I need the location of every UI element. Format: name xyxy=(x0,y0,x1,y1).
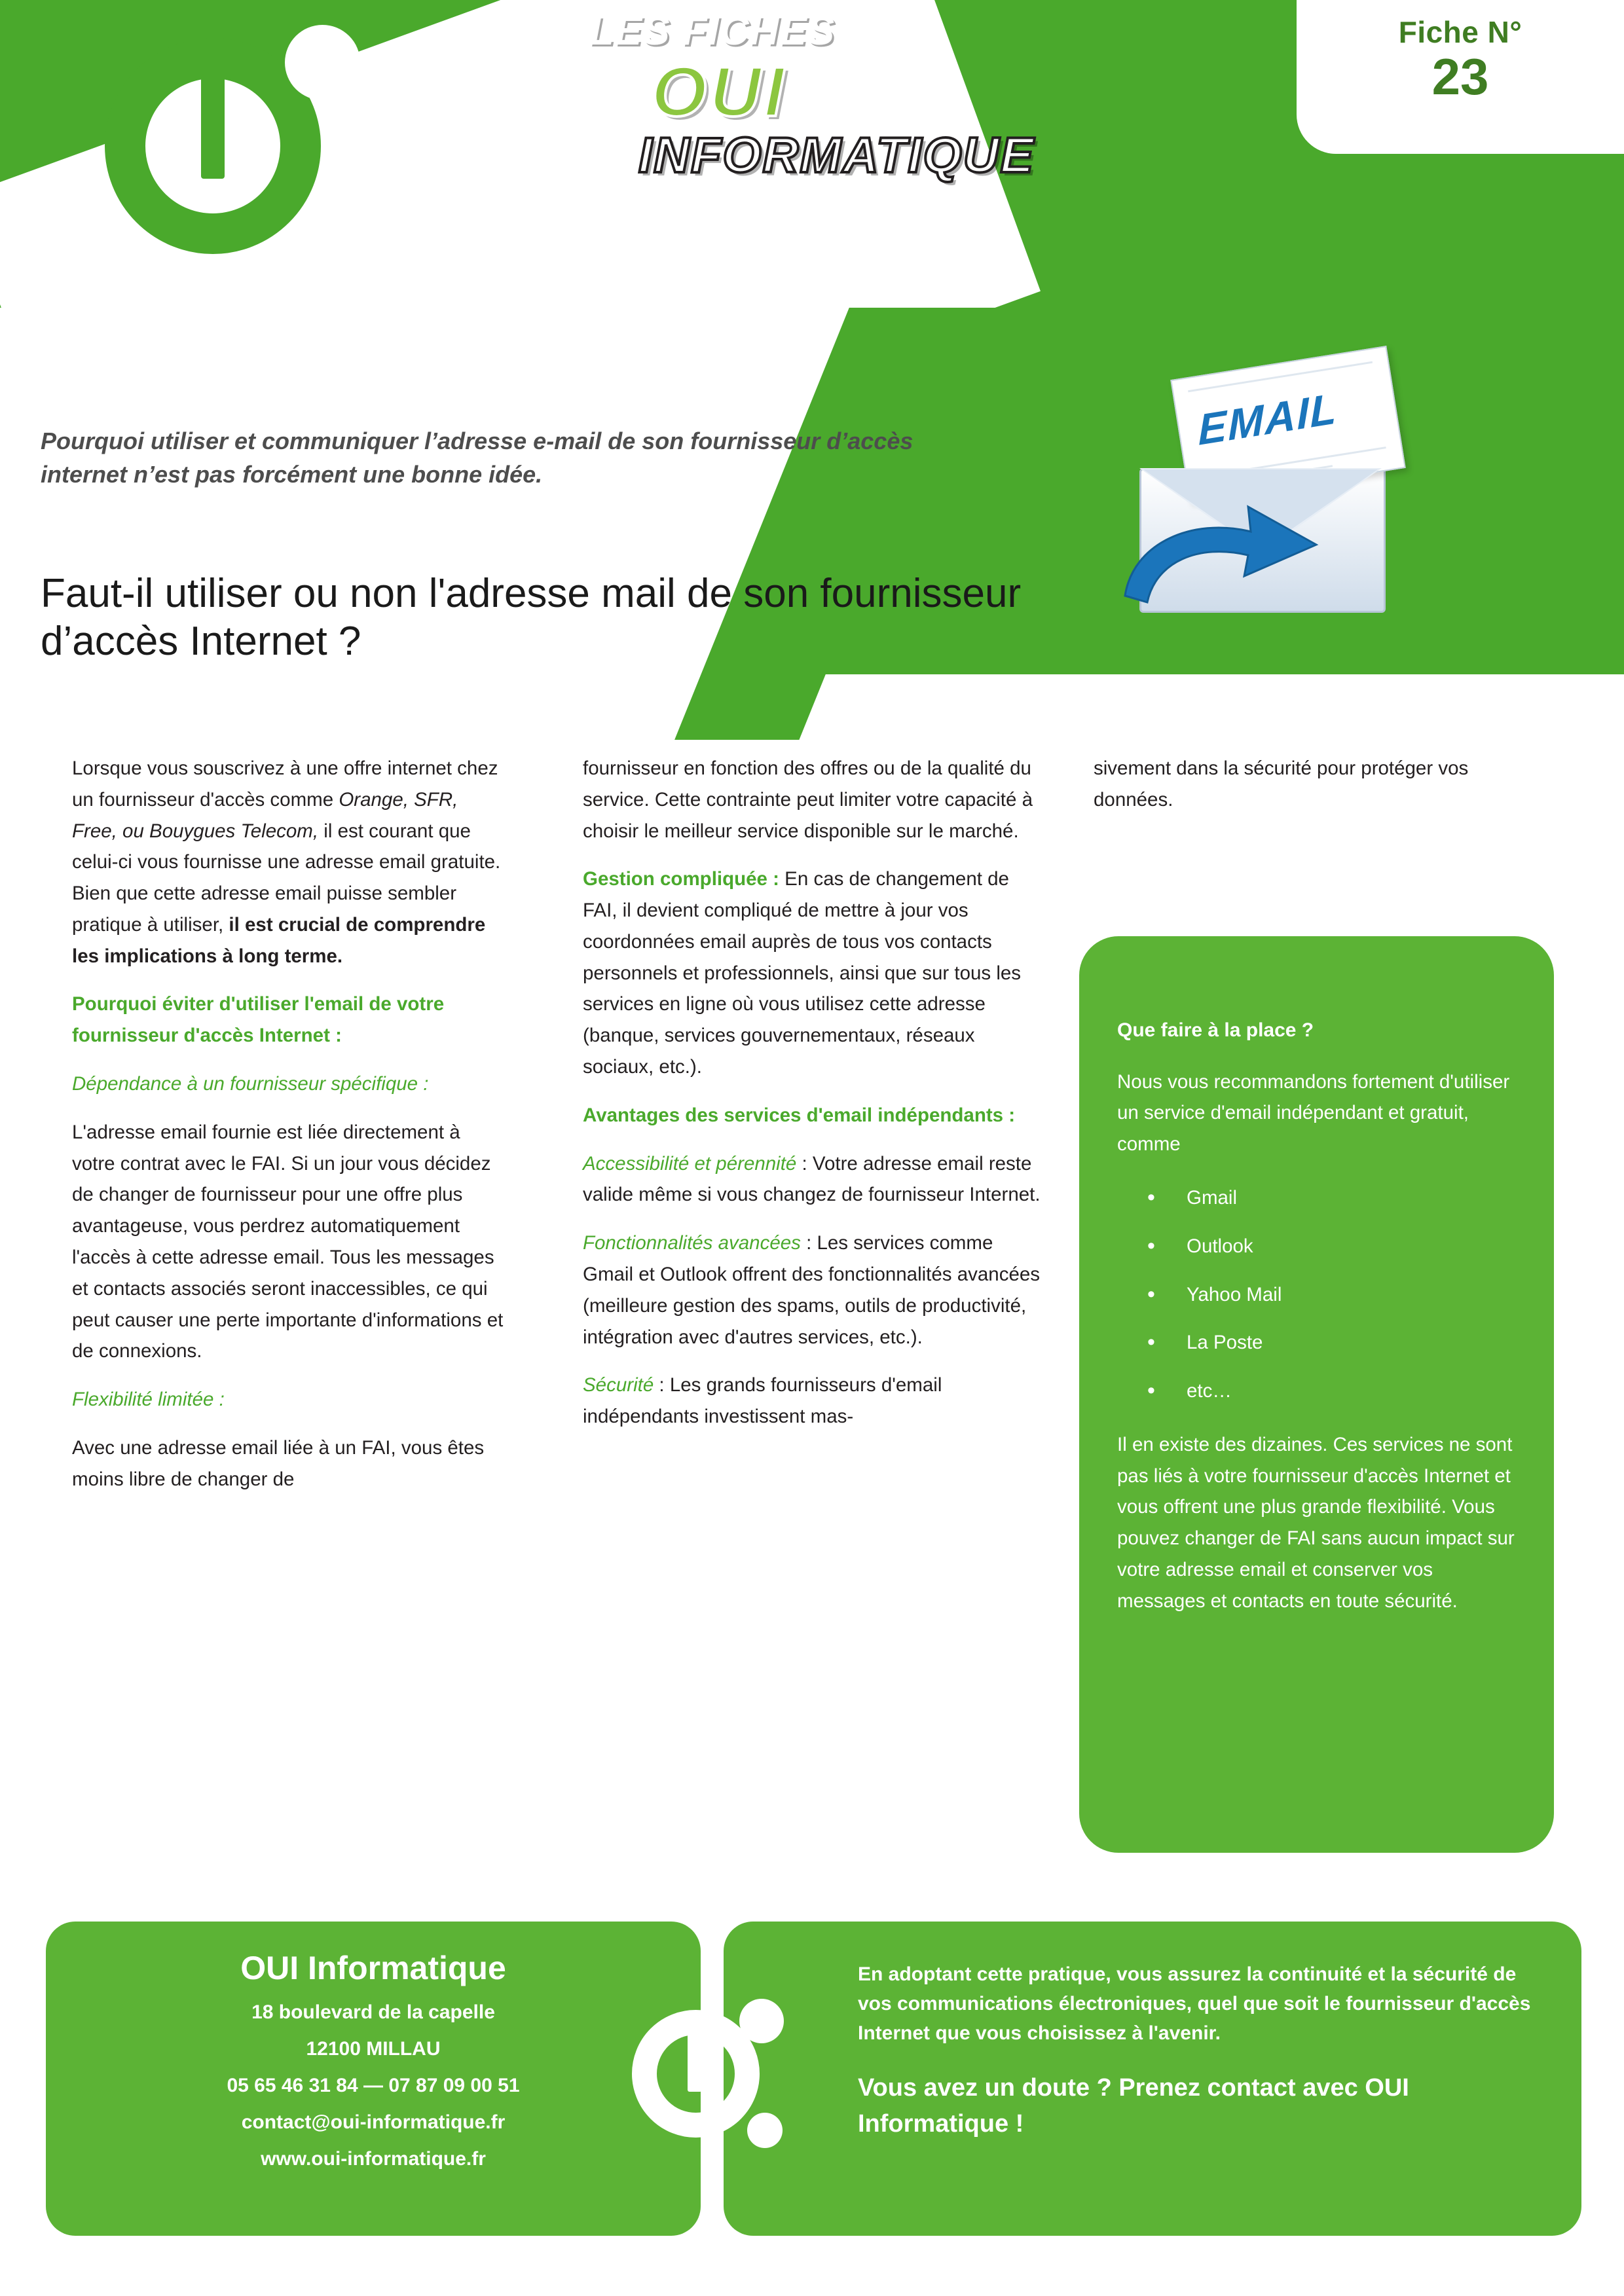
paragraph-management xyxy=(583,864,1041,1082)
company-address-line1: 18 boulevard de la capelle xyxy=(251,2001,495,2023)
heading-accessibility: Accessibilité et pérennité xyxy=(583,1152,797,1175)
closing-card xyxy=(724,1922,1581,2236)
brand-line-3: INFORMATIQUE xyxy=(638,128,1035,183)
list-item: • etc… xyxy=(1147,1376,1516,1407)
paragraph-intro xyxy=(72,753,507,972)
fiche-number: 23 xyxy=(1431,48,1489,105)
panel-title: Que faire à la place ? xyxy=(1117,1019,1314,1041)
logo-dot-small-icon xyxy=(297,220,357,280)
contact-card xyxy=(46,1922,701,2236)
company-address-line2: 12100 MILLAU xyxy=(306,2038,441,2060)
email-illustration xyxy=(1113,357,1428,632)
paragraph-accessibility xyxy=(583,1148,1041,1211)
recommendation-panel xyxy=(1079,936,1554,1853)
company-name: OUI Informatique xyxy=(240,1950,506,1986)
paragraph-flexibility: Avec une adresse email liée à un FAI, vous êtes moins libre de changer de xyxy=(72,1436,485,1490)
paragraph-features xyxy=(583,1228,1041,1353)
footer-logo-dot-large-icon xyxy=(739,1999,784,2043)
list-item: • Outlook xyxy=(1147,1231,1516,1262)
fiche-label: Fiche N° xyxy=(1398,15,1522,49)
list-item: • Gmail xyxy=(1147,1182,1516,1214)
heading-security: Sécurité xyxy=(583,1374,654,1396)
heading-dependence: Dépendance à un fournisseur spécifique : xyxy=(72,1073,429,1095)
p1-part-b: il est courant que celui-ci vous fournisse une adresse email gratuite. Bien que cette adresse email puisse sembler pratique à utiliser, xyxy=(72,820,501,936)
paragraph-security-cont: sivement dans la sécurité pour protéger vos données. xyxy=(1094,757,1469,811)
paragraph-features-text: : Les services comme Gmail et Outlook offrent des fonctionnalités avancées (meilleure gestion des spams, outils de productivité, intégration avec d'autres services, etc.). xyxy=(583,1232,1041,1348)
heading-management: Gestion compliquée : xyxy=(583,868,779,890)
paragraph-management-text: En cas de changement de FAI, il devient compliqué de mettre à jour vos coordonnées email auprès de tous vos contacts personnels et professionnels, ainsi que sur tous les services en ligne où vous utilisez cette adresse (banque, services gouvernementaux, réseaux sociaux, etc.). xyxy=(583,868,1022,1078)
recommendation-panel-inner xyxy=(1079,936,1554,1659)
company-email[interactable]: contact@oui-informatique.fr xyxy=(241,2111,506,2133)
company-phone[interactable]: 05 65 46 31 84 — 07 87 09 00 51 xyxy=(227,2075,520,2096)
paragraph-accessibility-text: : Votre adresse email reste valide même si vous changez de fournisseur Internet. xyxy=(583,1152,1041,1206)
logo-dot-large-icon xyxy=(285,25,360,100)
logo-bar-icon xyxy=(201,74,225,179)
intro-kicker: Pourquoi utiliser et communiquer l’adresse e-mail de son fournisseur d’accès internet n’est pas forcément une bonne idée. xyxy=(41,428,913,488)
page-title: Faut-il utiliser ou non l'adresse mail de son fournisseur d’accès Internet ? xyxy=(41,571,1022,665)
paragraph-dependence: L'adresse email fournie est liée directement à votre contrat avec le FAI. Si un jour vous décidez de changer de fournisseur pour une offre plus avantageuse, vous perdrez automatiquement l'accès à cette adresse email. Tous les messages et contacts associés seront inaccessibles, ce qui peut causer une perte importante d'informations et de connexions. xyxy=(72,1121,504,1362)
p1-emphasis: il est crucial de comprendre les implications à long terme. xyxy=(72,913,486,967)
brand-title xyxy=(589,8,1310,184)
column-1 xyxy=(72,753,507,1512)
intro-white-cut xyxy=(720,674,1624,740)
company-website[interactable]: www.oui-informatique.fr xyxy=(261,2148,486,2170)
heading-advantages: Avantages des services d'email indépendants : xyxy=(583,1104,1016,1126)
footer-logo xyxy=(619,1987,828,2183)
paragraph-security xyxy=(583,1370,1041,1432)
letter-label: EMAIL xyxy=(1198,383,1338,454)
list-item: • Yahoo Mail xyxy=(1147,1279,1516,1311)
heading-features: Fonctionnalités avancées xyxy=(583,1232,801,1254)
closing-call-to-action: Vous avez un doute ? Prenez contact avec OUI Informatique ! xyxy=(858,2074,1409,2138)
heading-why-avoid: Pourquoi éviter d'utiliser l'email de votre fournisseur d'accès Internet : xyxy=(72,993,445,1047)
p1-part-a: Lorsque vous souscrivez à une offre internet chez un fournisseur d'accès comme xyxy=(72,757,498,811)
p1-providers: Orange, SFR, Free, ou Bouygues Telecom, xyxy=(72,788,458,842)
brand-logo xyxy=(69,12,435,326)
panel-outro: Il en existe des dizaines. Ces services ne sont pas liés à votre fournisseur d'accès Internet et vous offrent une plus grande flexibilité. Vous pouvez changer de FAI sans aucun impact sur votre adresse email et conserver vos messages et contacts en toute sécurité. xyxy=(1117,1433,1515,1612)
heading-flexibility: Flexibilité limitée : xyxy=(72,1389,225,1411)
provider-list xyxy=(1117,1182,1516,1407)
closing-card-inner xyxy=(724,1922,1581,2142)
brand-line-2: OUI xyxy=(652,52,788,131)
footer-logo-bar-icon xyxy=(688,2032,702,2092)
fiche-number-badge xyxy=(1297,0,1624,154)
brand-line-1: LES FICHES xyxy=(589,9,836,54)
column-2 xyxy=(583,753,1041,1449)
paragraph-flexibility-cont: fournisseur en fonction des offres ou de la qualité du service. Cette contrainte peut limiter votre capacité à choisir le meilleur service disponible sur le marché. xyxy=(583,757,1033,842)
paragraph-security-text: : Les grands fournisseurs d'email indépendants investissent mas- xyxy=(583,1374,942,1428)
panel-intro: Nous vous recommandons fortement d'utiliser un service d'email indépendant et gratuit, comme xyxy=(1117,1070,1510,1156)
footer-logo-dot-small-icon xyxy=(747,2113,783,2148)
blue-arrow-icon xyxy=(1120,498,1336,609)
column-3 xyxy=(1094,753,1552,833)
closing-paragraph: En adoptant cette pratique, vous assurez la continuité et la sécurité de vos communications électroniques, quel que soit le fournisseur d'accès Internet que vous choisissez à l'avenir. xyxy=(858,1963,1531,2044)
list-item: • La Poste xyxy=(1147,1327,1516,1358)
